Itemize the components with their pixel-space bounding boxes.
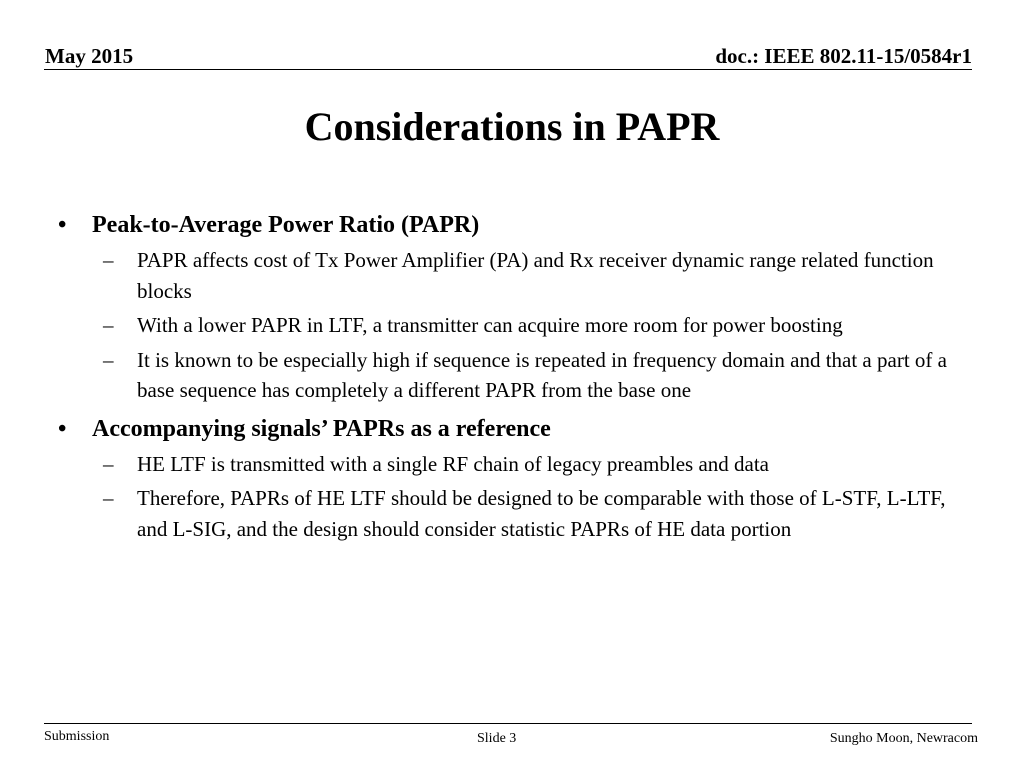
sub-item-text: PAPR affects cost of Tx Power Amplifier (PA) and Rx receiver dynamic range related function blocks (137, 248, 934, 303)
footer-submission: Submission (44, 729, 110, 744)
bullet-text: Accompanying signals’ PAPRs as a reference (92, 415, 551, 442)
sub-item-text: Therefore, PAPRs of HE LTF should be designed to be comparable with those of L-STF, L-LTF, and L-SIG, and the design should consider statistic PAPRs of HE data portion (137, 486, 946, 541)
sub-item-text: It is known to be especially high if sequence is repeated in frequency domain and that a part of a base sequence has completely a different PAPR from the base one (137, 347, 947, 402)
sub-item (103, 345, 967, 406)
bullet-marker: • (58, 415, 67, 442)
sub-item (103, 449, 967, 480)
sub-marker: – (103, 451, 114, 476)
header-divider (44, 69, 972, 70)
sub-item (103, 483, 967, 544)
bullet-accompanying-signals (58, 413, 962, 445)
sub-marker: – (103, 486, 114, 510)
footer-divider (44, 723, 972, 724)
sub-item-text: HE LTF is transmitted with a single RF chain of legacy preambles and data (137, 451, 769, 476)
sub-item (103, 310, 967, 341)
slide-content (0, 209, 1024, 544)
bullet-text: Peak-to-Average Power Ratio (PAPR) (92, 212, 480, 238)
sub-marker: – (103, 313, 114, 337)
footer-author: Sungho Moon, Newracom (829, 731, 978, 746)
footer-slide-number: Slide 3 (477, 731, 517, 746)
sub-marker: – (103, 248, 114, 272)
header-doc-id: doc.: IEEE 802.11-15/0584r1 (715, 44, 972, 68)
slide-title: Considerations in PAPR (304, 104, 720, 149)
sub-marker: – (103, 347, 114, 372)
bullet-papr (58, 209, 962, 241)
header-date: May 2015 (45, 44, 134, 68)
sub-item (103, 245, 967, 306)
sub-item-text: With a lower PAPR in LTF, a transmitter can acquire more room for power boosting (137, 313, 843, 337)
bullet-marker: • (58, 212, 67, 238)
